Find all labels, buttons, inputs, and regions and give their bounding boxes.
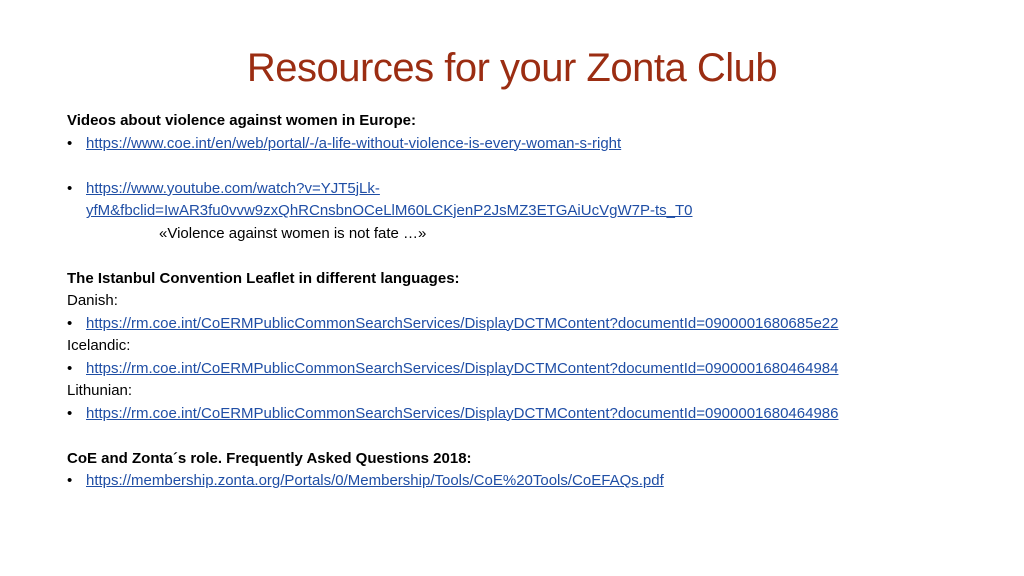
slide-title: Resources for your Zonta Club: [246, 46, 778, 90]
list-item: [67, 358, 1007, 381]
list-item: [67, 178, 1007, 201]
bullet-icon: •: [67, 472, 73, 489]
list-item: [67, 313, 1007, 336]
faq-heading: CoE and Zonta´s role. Frequently Asked Questions 2018:: [67, 449, 472, 467]
list-item: [67, 470, 1007, 493]
danish-leaflet-link[interactable]: https://rm.coe.int/CoERMPublicCommonSearchServices/DisplayDCTMContent?documentId=0900001680685e22: [86, 314, 839, 332]
bullet-icon: •: [67, 359, 73, 377]
lithuanian-leaflet-link[interactable]: https://rm.coe.int/CoERMPublicCommonSearchServices/DisplayDCTMContent?documentId=0900001680464986: [86, 404, 839, 422]
videos-heading: Videos about violence against women in Europe:: [67, 112, 416, 129]
faq-pdf-link[interactable]: https://membership.zonta.org/Portals/0/Membership/Tools/CoE%20Tools/CoEFAQs.pdf: [86, 472, 664, 489]
icelandic-label: Icelandic:: [67, 337, 131, 354]
video-caption: «Violence against women is not fate …»: [159, 224, 427, 242]
bullet-icon: •: [67, 179, 73, 197]
bullet-icon: •: [67, 134, 73, 152]
icelandic-leaflet-link[interactable]: https://rm.coe.int/CoERMPublicCommonSearchServices/DisplayDCTMContent?documentId=0900001680464984: [86, 359, 839, 377]
leaflet-heading: The Istanbul Convention Leaflet in different languages:: [67, 269, 460, 287]
coe-video-link[interactable]: https://www.coe.int/en/web/portal/-/a-life-without-violence-is-every-woman-s-right: [86, 134, 622, 152]
danish-label: Danish:: [67, 292, 118, 309]
spacer: [67, 425, 1007, 448]
youtube-video-link-continued[interactable]: yfM&fbclid=IwAR3fu0vvw9zxQhRCnsbnOCeLlM60LCKjenP2JsMZ3ETGAiUcVgW7P-ts_T0: [86, 202, 693, 219]
list-item: [67, 133, 1007, 156]
spacer: [67, 245, 1007, 268]
lithuanian-label: Lithunian:: [67, 382, 133, 399]
youtube-video-link[interactable]: https://www.youtube.com/watch?v=YJT5jLk-: [86, 179, 380, 197]
list-item: [67, 403, 1007, 426]
bullet-icon: •: [67, 314, 73, 332]
spacer: [67, 155, 1007, 178]
list-item-continuation: [67, 200, 1007, 223]
bullet-icon: •: [67, 404, 73, 422]
slide-content: [67, 110, 1007, 493]
